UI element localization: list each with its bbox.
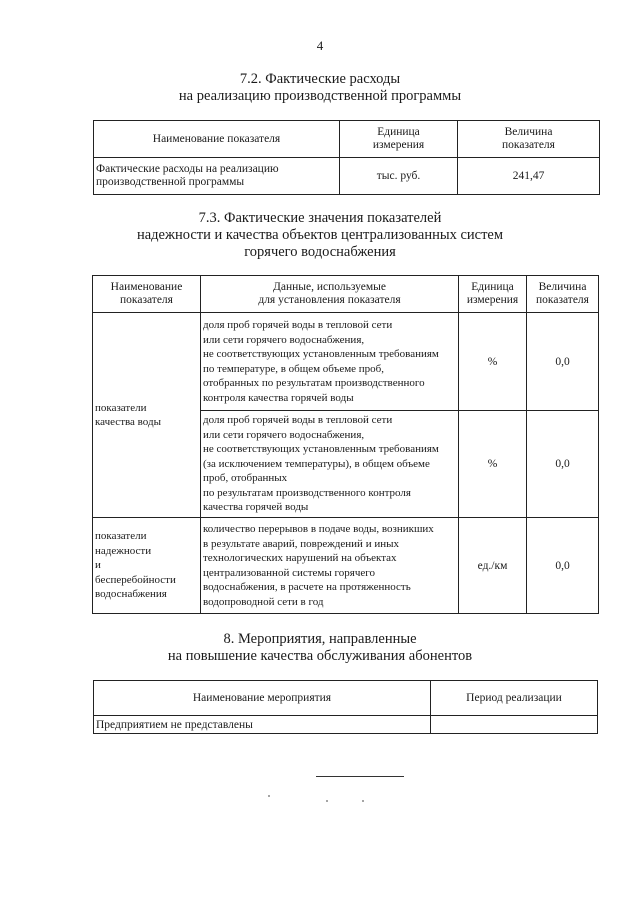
header-unit [340,121,458,158]
reliability-value: 0,0 [527,518,599,614]
desc-line: проб, отобранных [203,472,288,485]
quality-group-name [93,313,201,518]
header-measure-name: Наименование мероприятия [94,681,431,716]
desc-line: доля проб горячей воды в тепловой сети [203,414,393,427]
header-data-line2: для установления показателя [258,294,401,306]
header-value-line2: показателя [502,139,555,151]
quality-row1-description [201,313,459,411]
quality-row2-description [201,411,459,518]
table-row [93,518,599,614]
header-unit-line1: Единица [471,281,514,293]
desc-line: или сети горячего водоснабжения, [203,428,365,441]
measures-table-header [94,681,598,716]
quality-name-line2: качества воды [95,416,161,428]
desc-line: не соответствующих установленным требованиям [203,348,439,360]
header-name-line1: Наименование [110,281,183,293]
measures-table [93,680,598,734]
scan-speck [362,800,364,802]
section-7-3-title-line2: надежности и качества объектов централизованных систем [136,227,504,243]
header-unit-line2: измерения [466,294,519,306]
section-7-3-title-line1: 7.3. Фактические значения показателей [198,210,442,226]
indicators-table-header [93,276,599,313]
section-7-2-title-line1: 7.2. Фактические расходы [239,71,401,87]
desc-line: не соответствующих установленным требованиям [203,443,439,456]
quality-row1-value: 0,0 [527,313,599,411]
header-name-line2: показателя [120,294,173,306]
section-7-2-title [0,71,640,105]
desc-line: качества горячей воды [203,501,309,514]
section-7-3-title [0,210,640,261]
expenses-unit-cell: тыс. руб. [340,158,458,195]
header-value-line2: показателя [536,294,589,306]
reliability-description [201,518,459,614]
header-unit-line2: измерения [372,139,425,151]
table-row [94,158,600,195]
desc-line: контроля качества горячей воды [203,391,354,404]
reliability-name-line: бесперебойности [95,573,176,586]
expenses-name-cell [94,158,340,195]
scan-speck [268,795,270,797]
expenses-table [93,120,600,195]
section-8-title-line2: на повышение качества обслуживания абонентов [167,648,473,664]
section-7-2-title-line2: на реализацию производственной программы [178,88,462,104]
table-row [93,313,599,411]
indicators-table [92,275,599,614]
header-value-line1: Величина [538,281,587,293]
reliability-name-line: и [95,559,101,572]
table-row [94,716,598,734]
desc-line: количество перерывов в подаче воды, возникших [203,523,434,535]
header-data-line1: Данные, используемые [273,281,386,293]
desc-line: водопроводной сети в год [203,595,324,608]
reliability-unit: ед./км [459,518,527,614]
desc-line: по температуре, в общем объеме проб, [203,362,385,375]
header-value [458,121,600,158]
desc-line: доля проб горячей воды в тепловой сети [203,319,393,331]
section-8-title [0,631,640,665]
expenses-name-line1: Фактические расходы на реализацию [96,163,279,175]
header-data-used [201,276,459,313]
desc-line: или сети горячего водоснабжения, [203,333,365,346]
reliability-name-line: водоснабжения [95,588,167,601]
header-value [527,276,599,313]
desc-line: централизованной системы горячего [203,566,375,579]
quality-name-line1: показатели [95,401,147,414]
measure-name-cell: Предприятием не представлены [94,716,431,734]
expenses-name-line2: производственной программы [96,176,245,188]
reliability-group-name [93,518,201,614]
header-unit [459,276,527,313]
quality-row2-value: 0,0 [527,411,599,518]
measure-period-cell [431,716,598,734]
reliability-name-line: надежности [95,544,152,557]
expenses-value-cell: 241,47 [458,158,600,195]
page-number: 4 [316,38,324,53]
section-7-3-title-line3: горячего водоснабжения [244,244,396,260]
header-period: Период реализации [431,681,598,716]
desc-line: (за исключением температуры), в общем объеме [203,457,430,470]
header-value-line1: Величина [504,126,553,138]
reliability-name-line: показатели [95,530,147,543]
desc-line: технологических нарушений на объектах [203,552,397,564]
desc-line: водоснабжения, в расчете на протяженность [203,581,411,593]
quality-row1-unit: % [459,313,527,411]
quality-row2-unit: % [459,411,527,518]
header-indicator-name: Наименование показателя [94,121,340,158]
desc-line: по результатам производственного контроля [203,486,411,499]
closing-separator-line [316,776,404,777]
expenses-table-header [94,121,600,158]
desc-line: отобранных по результатам производственного [203,377,425,389]
section-8-title-line1: 8. Мероприятия, направленные [223,631,417,647]
header-unit-line1: Единица [377,126,420,138]
scan-speck [326,800,328,802]
desc-line: в результате аварий, повреждений и иных [203,537,399,550]
header-indicator-name [93,276,201,313]
